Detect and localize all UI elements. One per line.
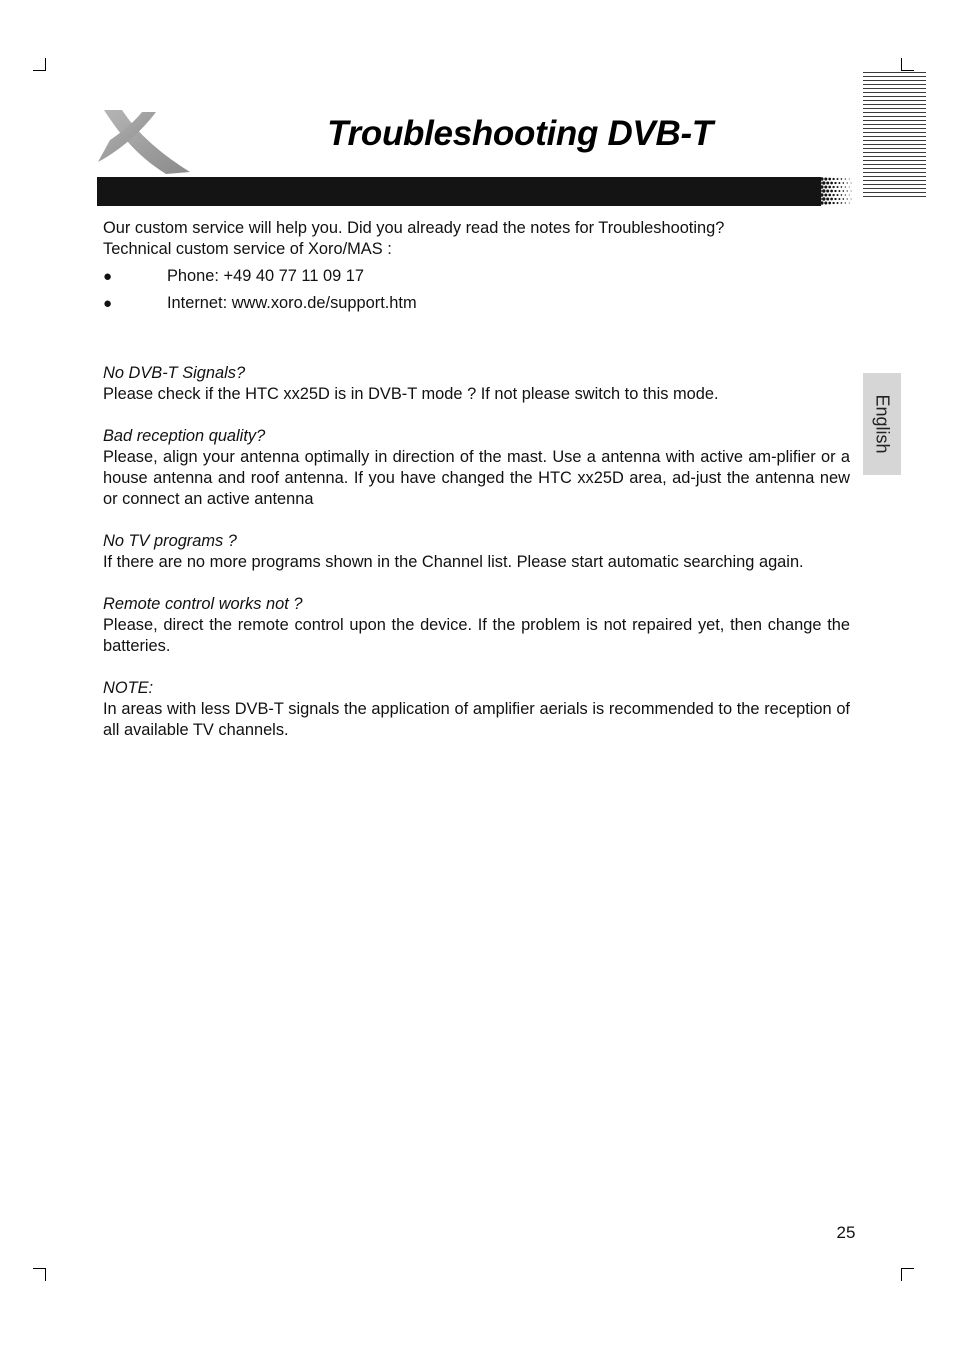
crop-mark-bottom-left: [33, 1268, 46, 1281]
list-item: ● Phone: +49 40 77 11 09 17: [103, 267, 365, 285]
page-number: 25: [836, 1223, 856, 1242]
main-content: [103, 218, 850, 741]
decorative-stripes: [863, 72, 926, 200]
crop-mark-top-right: [901, 58, 914, 71]
section-heading: No TV programs ?: [103, 532, 237, 550]
crop-mark-top-left: [33, 58, 46, 71]
bullet-icon: ●: [103, 268, 113, 285]
list-item: ● Internet: www.xoro.de/support.htm: [103, 294, 417, 312]
crop-mark-bottom-right: [901, 1268, 914, 1281]
note-text: In areas with less DVB-T signals the application of amplifier aerials is recommended to the reception of all available TV channels.: [103, 700, 850, 739]
section-heading: Remote control works not ?: [103, 595, 303, 613]
xoro-x-logo-icon: [96, 108, 192, 176]
note-heading: NOTE:: [103, 679, 154, 697]
contact-list: [103, 266, 850, 320]
header-bar-dot-fade: [816, 177, 852, 206]
section-text: Please check if the HTC xx25D is in DVB-T mode ? If not please switch to this mode.: [103, 385, 719, 403]
section-text: If there are no more programs shown in the Channel list. Please start automatic searching again.: [103, 553, 804, 571]
bullet-icon: ●: [103, 295, 113, 312]
header-bar: [97, 177, 821, 206]
intro-line-1: Our custom service will help you. Did you already read the notes for Troubleshooting?: [103, 219, 725, 237]
section-text: Please, align your antenna optimally in direction of the mast. Use a antenna with active am-plifier or a house antenna and roof antenna. If you have changed the HTC xx25D area, ad-just the antenna new or connect an active antenna: [103, 448, 850, 508]
page-title: Troubleshooting DVB-T: [327, 114, 713, 153]
section-heading: No DVB-T Signals?: [103, 364, 246, 382]
intro-line-2: Technical custom service of Xoro/MAS :: [103, 240, 392, 258]
language-tab-label: English: [872, 394, 893, 454]
section-heading: Bad reception quality?: [103, 427, 266, 445]
language-tab-english[interactable]: [863, 373, 901, 475]
section-text: Please, direct the remote control upon the device. If the problem is not repaired yet, then change the batteries.: [103, 616, 850, 655]
